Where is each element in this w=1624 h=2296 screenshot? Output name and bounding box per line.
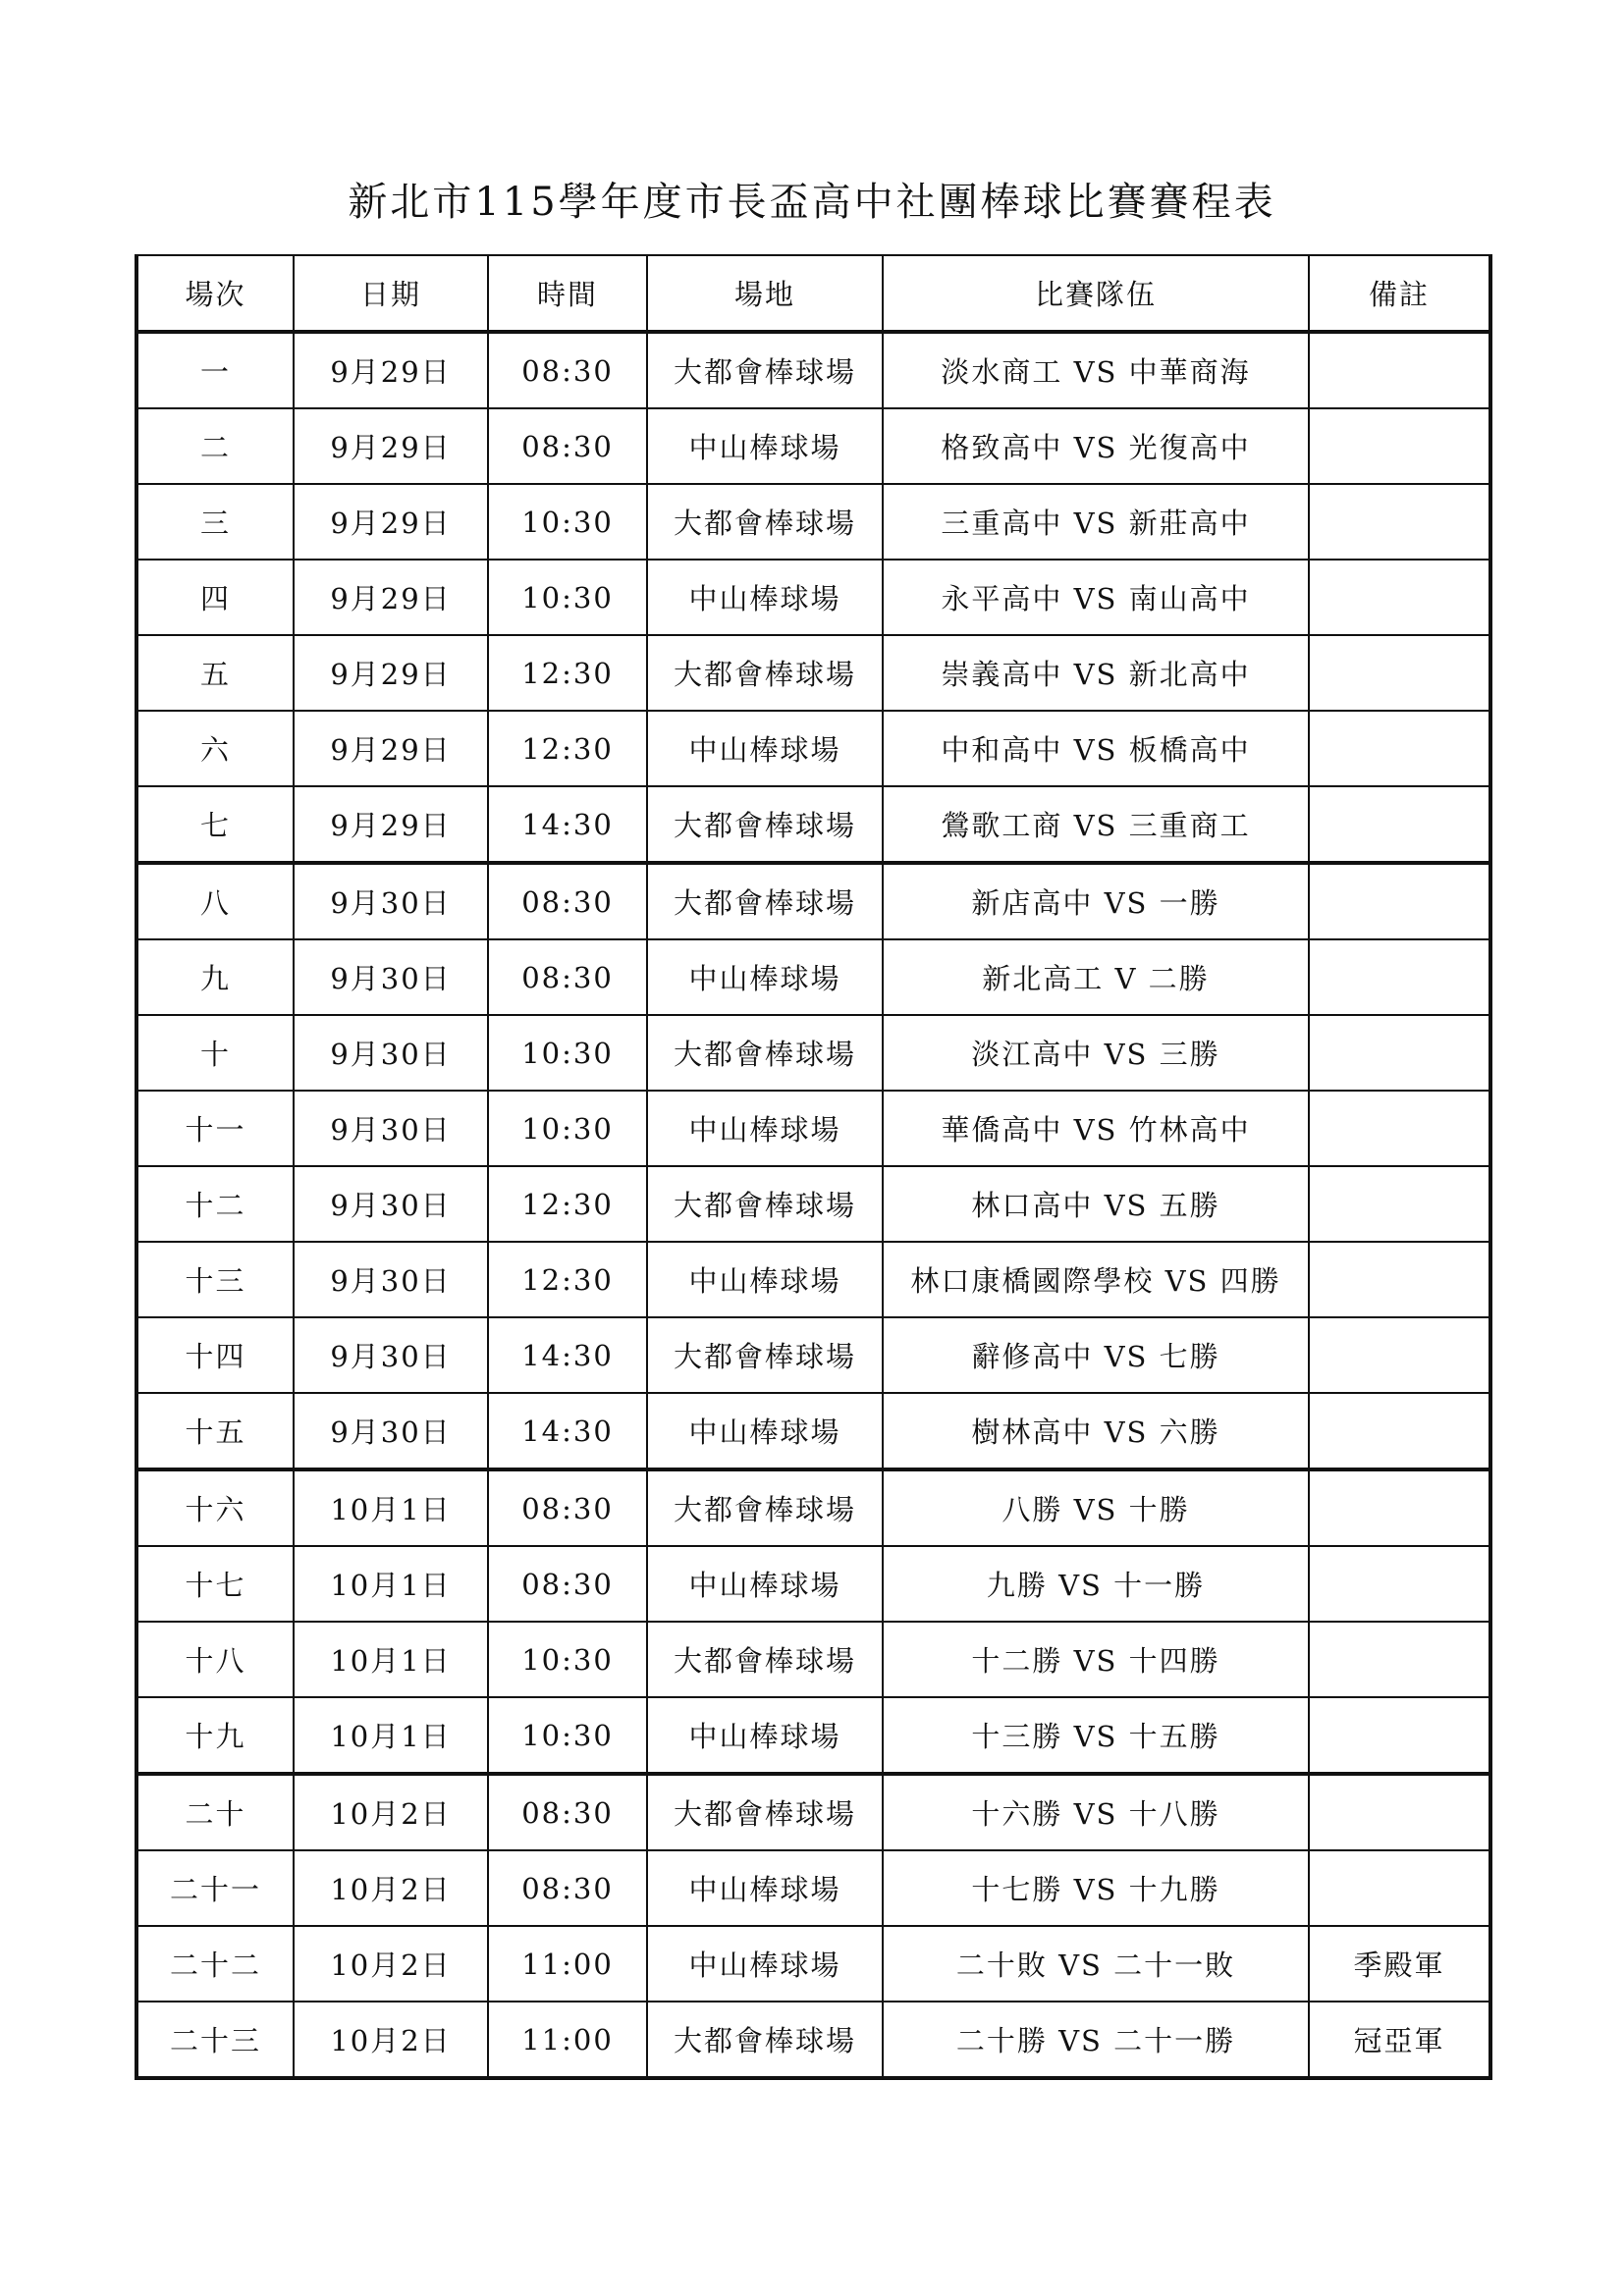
table-row bbox=[136, 1774, 1490, 1850]
cell-time: 11:00 bbox=[488, 1926, 647, 2002]
cell-teams: 新北高工 V 二勝 bbox=[883, 939, 1309, 1015]
cell-time: 14:30 bbox=[488, 1393, 647, 1469]
cell-date: 10月2日 bbox=[294, 1774, 488, 1850]
cell-teams: 永平高中 VS 南山高中 bbox=[883, 560, 1309, 635]
cell-venue: 大都會棒球場 bbox=[647, 484, 883, 560]
cell-date: 9月29日 bbox=[294, 560, 488, 635]
cell-time: 10:30 bbox=[488, 560, 647, 635]
cell-date: 9月29日 bbox=[294, 484, 488, 560]
table-row bbox=[136, 332, 1490, 408]
cell-teams: 格致高中 VS 光復高中 bbox=[883, 408, 1309, 484]
cell-teams: 九勝 VS 十一勝 bbox=[883, 1546, 1309, 1622]
cell-note bbox=[1309, 711, 1490, 786]
cell-venue: 中山棒球場 bbox=[647, 1850, 883, 1926]
cell-time: 11:00 bbox=[488, 2002, 647, 2078]
cell-time: 14:30 bbox=[488, 1317, 647, 1393]
cell-time: 08:30 bbox=[488, 1774, 647, 1850]
table-row bbox=[136, 786, 1490, 863]
cell-game: 十六 bbox=[136, 1469, 294, 1546]
page-title: 新北市115學年度市長盃高中社團棒球比賽賽程表 bbox=[348, 180, 1276, 225]
cell-game: 二十三 bbox=[136, 2002, 294, 2078]
cell-venue: 大都會棒球場 bbox=[647, 1015, 883, 1091]
cell-time: 12:30 bbox=[488, 1242, 647, 1317]
cell-teams: 八勝 VS 十勝 bbox=[883, 1469, 1309, 1546]
cell-venue: 中山棒球場 bbox=[647, 408, 883, 484]
cell-note bbox=[1309, 1469, 1490, 1546]
cell-time: 12:30 bbox=[488, 711, 647, 786]
table-row bbox=[136, 1091, 1490, 1166]
cell-game: 九 bbox=[136, 939, 294, 1015]
cell-note bbox=[1309, 1546, 1490, 1622]
table-row bbox=[136, 484, 1490, 560]
table-row bbox=[136, 939, 1490, 1015]
cell-venue: 中山棒球場 bbox=[647, 1091, 883, 1166]
cell-game: 二十 bbox=[136, 1774, 294, 1850]
cell-date: 9月29日 bbox=[294, 635, 488, 711]
cell-venue: 中山棒球場 bbox=[647, 1546, 883, 1622]
cell-game: 五 bbox=[136, 635, 294, 711]
cell-note: 季殿軍 bbox=[1309, 1926, 1490, 2002]
cell-note bbox=[1309, 1697, 1490, 1774]
cell-date: 9月30日 bbox=[294, 1317, 488, 1393]
cell-game: 十九 bbox=[136, 1697, 294, 1774]
cell-teams: 二十敗 VS 二十一敗 bbox=[883, 1926, 1309, 2002]
cell-date: 10月1日 bbox=[294, 1697, 488, 1774]
cell-teams: 三重高中 VS 新莊高中 bbox=[883, 484, 1309, 560]
cell-note bbox=[1309, 1091, 1490, 1166]
table-row bbox=[136, 1317, 1490, 1393]
cell-time: 10:30 bbox=[488, 1622, 647, 1697]
cell-venue: 大都會棒球場 bbox=[647, 1317, 883, 1393]
cell-date: 10月2日 bbox=[294, 1850, 488, 1926]
cell-note bbox=[1309, 1622, 1490, 1697]
cell-time: 08:30 bbox=[488, 332, 647, 408]
cell-date: 9月29日 bbox=[294, 332, 488, 408]
table-row bbox=[136, 1469, 1490, 1546]
cell-note bbox=[1309, 786, 1490, 863]
cell-venue: 中山棒球場 bbox=[647, 711, 883, 786]
cell-time: 08:30 bbox=[488, 939, 647, 1015]
cell-note bbox=[1309, 1393, 1490, 1469]
cell-teams: 林口高中 VS 五勝 bbox=[883, 1166, 1309, 1242]
cell-time: 08:30 bbox=[488, 1850, 647, 1926]
cell-teams: 崇義高中 VS 新北高中 bbox=[883, 635, 1309, 711]
cell-note bbox=[1309, 1317, 1490, 1393]
cell-note bbox=[1309, 939, 1490, 1015]
cell-teams: 樹林高中 VS 六勝 bbox=[883, 1393, 1309, 1469]
cell-game: 十五 bbox=[136, 1393, 294, 1469]
cell-note: 冠亞軍 bbox=[1309, 2002, 1490, 2078]
cell-teams: 十六勝 VS 十八勝 bbox=[883, 1774, 1309, 1850]
cell-venue: 中山棒球場 bbox=[647, 1242, 883, 1317]
cell-date: 9月30日 bbox=[294, 1393, 488, 1469]
cell-note bbox=[1309, 635, 1490, 711]
cell-date: 9月29日 bbox=[294, 711, 488, 786]
cell-game: 二十二 bbox=[136, 1926, 294, 2002]
cell-game: 二十一 bbox=[136, 1850, 294, 1926]
cell-venue: 大都會棒球場 bbox=[647, 786, 883, 863]
cell-time: 14:30 bbox=[488, 786, 647, 863]
header-teams: 比賽隊伍 bbox=[883, 255, 1309, 332]
cell-game: 十二 bbox=[136, 1166, 294, 1242]
cell-date: 10月1日 bbox=[294, 1469, 488, 1546]
cell-date: 9月30日 bbox=[294, 939, 488, 1015]
cell-venue: 大都會棒球場 bbox=[647, 1622, 883, 1697]
cell-game: 二 bbox=[136, 408, 294, 484]
cell-game: 十一 bbox=[136, 1091, 294, 1166]
cell-venue: 大都會棒球場 bbox=[647, 1166, 883, 1242]
cell-note bbox=[1309, 560, 1490, 635]
cell-venue: 大都會棒球場 bbox=[647, 1469, 883, 1546]
cell-date: 10月1日 bbox=[294, 1622, 488, 1697]
cell-teams: 林口康橋國際學校 VS 四勝 bbox=[883, 1242, 1309, 1317]
table-row bbox=[136, 560, 1490, 635]
table-row bbox=[136, 2002, 1490, 2078]
cell-note bbox=[1309, 484, 1490, 560]
cell-teams: 淡水商工 VS 中華商海 bbox=[883, 332, 1309, 408]
cell-teams: 辭修高中 VS 七勝 bbox=[883, 1317, 1309, 1393]
cell-venue: 中山棒球場 bbox=[647, 560, 883, 635]
table-row bbox=[136, 635, 1490, 711]
cell-game: 十七 bbox=[136, 1546, 294, 1622]
table-row bbox=[136, 408, 1490, 484]
cell-date: 10月2日 bbox=[294, 1926, 488, 2002]
cell-date: 9月30日 bbox=[294, 1242, 488, 1317]
cell-venue: 大都會棒球場 bbox=[647, 2002, 883, 2078]
cell-note bbox=[1309, 408, 1490, 484]
cell-date: 9月30日 bbox=[294, 1166, 488, 1242]
cell-date: 9月30日 bbox=[294, 1091, 488, 1166]
cell-teams: 華僑高中 VS 竹林高中 bbox=[883, 1091, 1309, 1166]
table-row bbox=[136, 1166, 1490, 1242]
table-row bbox=[136, 1926, 1490, 2002]
cell-date: 10月1日 bbox=[294, 1546, 488, 1622]
cell-game: 一 bbox=[136, 332, 294, 408]
cell-time: 10:30 bbox=[488, 1697, 647, 1774]
cell-game: 六 bbox=[136, 711, 294, 786]
header-game: 場次 bbox=[136, 255, 294, 332]
table-row bbox=[136, 1393, 1490, 1469]
cell-teams: 新店高中 VS 一勝 bbox=[883, 863, 1309, 939]
cell-note bbox=[1309, 1015, 1490, 1091]
cell-teams: 十七勝 VS 十九勝 bbox=[883, 1850, 1309, 1926]
cell-time: 10:30 bbox=[488, 1091, 647, 1166]
cell-date: 9月29日 bbox=[294, 408, 488, 484]
table-row bbox=[136, 1622, 1490, 1697]
table-row bbox=[136, 711, 1490, 786]
cell-time: 08:30 bbox=[488, 863, 647, 939]
cell-note bbox=[1309, 863, 1490, 939]
cell-date: 10月2日 bbox=[294, 2002, 488, 2078]
cell-time: 08:30 bbox=[488, 1469, 647, 1546]
header-date: 日期 bbox=[294, 255, 488, 332]
cell-game: 七 bbox=[136, 786, 294, 863]
cell-game: 十 bbox=[136, 1015, 294, 1091]
table-row bbox=[136, 863, 1490, 939]
cell-game: 十三 bbox=[136, 1242, 294, 1317]
cell-time: 10:30 bbox=[488, 484, 647, 560]
cell-date: 9月29日 bbox=[294, 786, 488, 863]
cell-note bbox=[1309, 1242, 1490, 1317]
cell-venue: 大都會棒球場 bbox=[647, 332, 883, 408]
cell-game: 十八 bbox=[136, 1622, 294, 1697]
header-time: 時間 bbox=[488, 255, 647, 332]
table-row bbox=[136, 1242, 1490, 1317]
cell-venue: 大都會棒球場 bbox=[647, 635, 883, 711]
header-row bbox=[136, 255, 1490, 332]
cell-teams: 二十勝 VS 二十一勝 bbox=[883, 2002, 1309, 2078]
cell-date: 9月30日 bbox=[294, 1015, 488, 1091]
cell-teams: 十三勝 VS 十五勝 bbox=[883, 1697, 1309, 1774]
cell-note bbox=[1309, 332, 1490, 408]
cell-venue: 大都會棒球場 bbox=[647, 1774, 883, 1850]
cell-note bbox=[1309, 1774, 1490, 1850]
table-row bbox=[136, 1546, 1490, 1622]
cell-date: 9月30日 bbox=[294, 863, 488, 939]
cell-note bbox=[1309, 1166, 1490, 1242]
schedule-table bbox=[135, 254, 1492, 2080]
cell-time: 08:30 bbox=[488, 1546, 647, 1622]
cell-teams: 鶯歌工商 VS 三重商工 bbox=[883, 786, 1309, 863]
cell-game: 十四 bbox=[136, 1317, 294, 1393]
schedule-body bbox=[136, 332, 1490, 2078]
header-note: 備註 bbox=[1309, 255, 1490, 332]
cell-venue: 中山棒球場 bbox=[647, 939, 883, 1015]
cell-time: 08:30 bbox=[488, 408, 647, 484]
cell-venue: 大都會棒球場 bbox=[647, 863, 883, 939]
table-row bbox=[136, 1015, 1490, 1091]
cell-time: 10:30 bbox=[488, 1015, 647, 1091]
cell-game: 三 bbox=[136, 484, 294, 560]
cell-time: 12:30 bbox=[488, 635, 647, 711]
table-row bbox=[136, 1850, 1490, 1926]
cell-teams: 中和高中 VS 板橋高中 bbox=[883, 711, 1309, 786]
header-venue: 場地 bbox=[647, 255, 883, 332]
cell-venue: 中山棒球場 bbox=[647, 1393, 883, 1469]
cell-game: 四 bbox=[136, 560, 294, 635]
cell-teams: 十二勝 VS 十四勝 bbox=[883, 1622, 1309, 1697]
cell-venue: 中山棒球場 bbox=[647, 1926, 883, 2002]
table-row bbox=[136, 1697, 1490, 1774]
cell-note bbox=[1309, 1850, 1490, 1926]
cell-venue: 中山棒球場 bbox=[647, 1697, 883, 1774]
cell-game: 八 bbox=[136, 863, 294, 939]
cell-time: 12:30 bbox=[488, 1166, 647, 1242]
cell-teams: 淡江高中 VS 三勝 bbox=[883, 1015, 1309, 1091]
